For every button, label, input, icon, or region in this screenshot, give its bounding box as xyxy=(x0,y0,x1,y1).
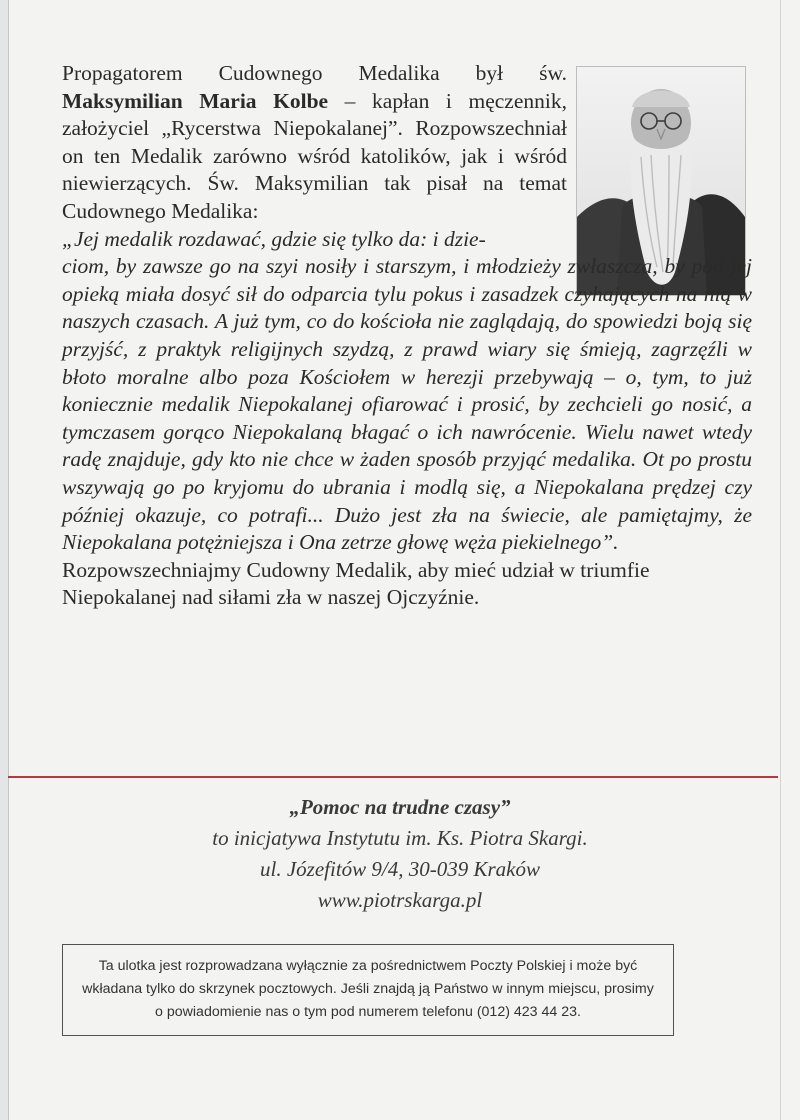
intro-paragraph xyxy=(62,60,567,226)
footer-website[interactable]: www.piotrskarga.pl xyxy=(317,888,483,912)
notice-line-3: o powiadomienie nas o tym pod numerem telefonu (012) 423 44 23. xyxy=(155,1004,581,1020)
kolbe-name: Maksymilian Maria Kolbe xyxy=(62,88,329,113)
divider-line xyxy=(8,776,778,778)
notice-line-1: Ta ulotka jest rozprowadzana wyłącznie za pośrednictwem Poczty Polskiej i może być xyxy=(98,958,638,974)
postal-notice-box xyxy=(62,944,674,1036)
left-page-edge xyxy=(0,0,8,1120)
notice-line-2: wkładana tylko do skrzynek pocztowych. Jeśli znajdą ją Państwo w innym miejscu, prosimy xyxy=(82,981,654,997)
closing-paragraph: Rozpowszechniajmy Cudowny Medalik, aby mieć udział w triumfie Niepokalanej nad siłami zła w naszej Ojczyźnie. xyxy=(62,557,650,610)
main-text xyxy=(62,60,752,612)
footer-title: „Pomoc na trudne czasy” xyxy=(289,795,511,819)
quote-body: ciom, by zawsze go na szyi nosiły i starszym, i młodzieży zwłaszcza, by pod jej opieką miała dosyć sił do odparcia tylu pokus i zasadzek czyhających na nią w naszych czasach. A już tym, co do kościoła nie zaglądają, do spowiedzi boją się przyjść, z praktyk religijnych szydzą, z prawd wiary się śmieją, zagrzęźli w błoto moralne albo poza Kościołem w herezji przebywają – o, tym, to już koniecznie medalik Niepokalanej ofiarować i prosić, by zechcieli go nosić, a tymczasem gorąco Niepokalaną błagać o ich nawrócenie. Wielu nawet wtedy radę znajduje, gdy kto nie chce w żaden sposób przyjąć medalika. Ot po prostu wszywają go po kryjomu do ubrania i modlą się, a Niepokalana prędzej czy później okazuje, co potrafi... Dużo jest zła na świecie, ale pamiętajmy, że Niepokalana potężniejsza i Ona zetrze głowę węża piekielnego”. xyxy=(62,254,752,555)
right-margin-line xyxy=(780,0,781,1120)
kolbe-quote xyxy=(62,226,752,557)
intro-description: – kapłan i męczennik, założyciel „Rycerstwa Niepokalanej”. Rozpowszechniał on ten Medalik zarówno wśród katolików, jak i wśród niewierzących. xyxy=(62,88,567,196)
footer-block xyxy=(40,792,760,916)
footer-initiative: to inicjatywa Instytutu im. Ks. Piotra Skargi. xyxy=(212,826,588,850)
footer-address: ul. Józefitów 9/4, 30-039 Kraków xyxy=(260,857,540,881)
intro-line-2: Św. Maksymilian tak pisał na temat Cudownego Medalika: xyxy=(62,171,567,223)
quote-lead: „Jej medalik rozdawać, gdzie się tylko da: i dzie- xyxy=(62,226,486,251)
intro-line-1: Propagatorem Cudownego Medalika był św. xyxy=(62,61,567,85)
